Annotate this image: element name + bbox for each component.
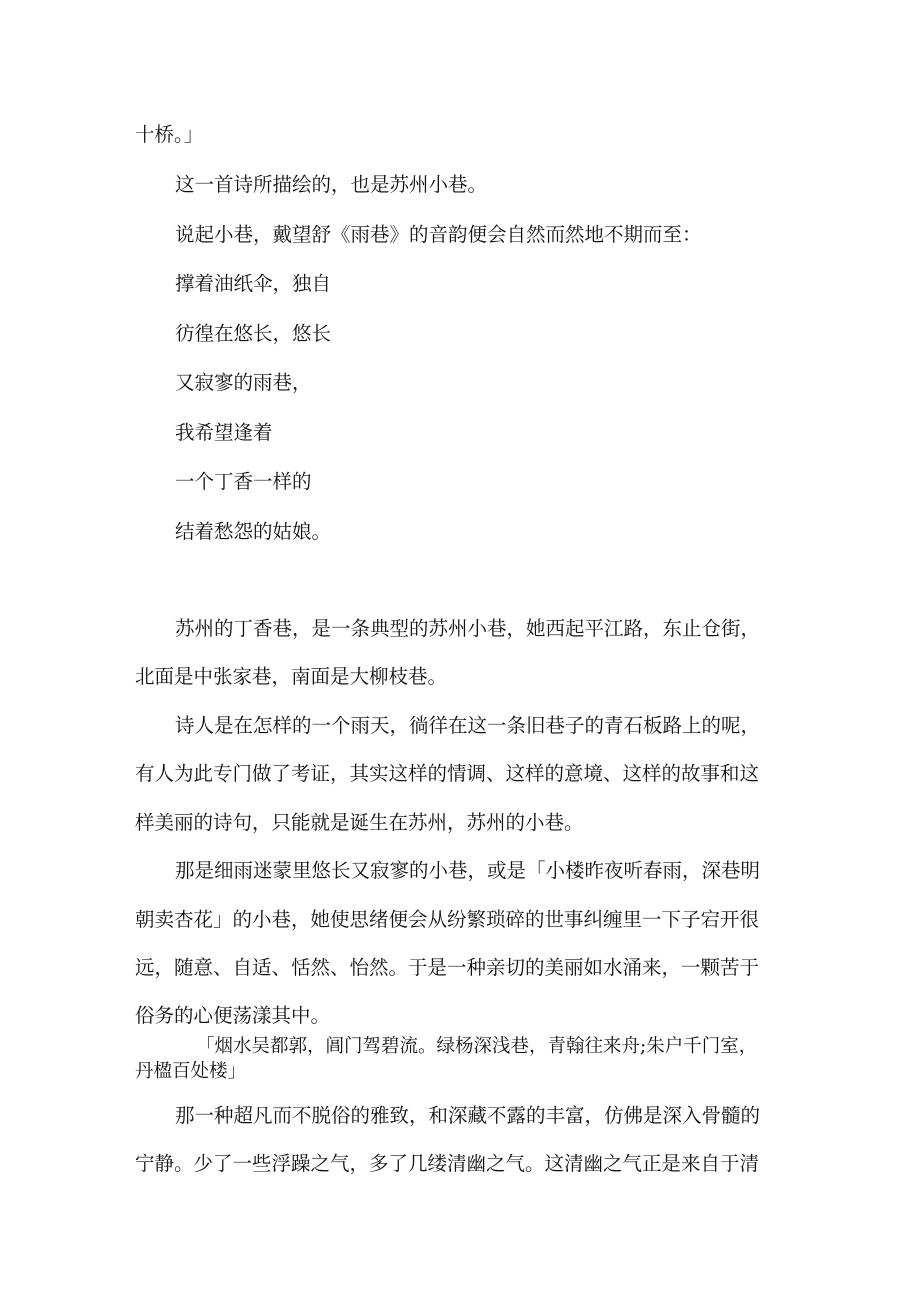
text-line: 十桥。」	[135, 123, 204, 146]
poem-line: 我希望逢着	[175, 421, 273, 444]
poem-line: 结着愁怨的姑娘。	[175, 520, 332, 543]
text-line: 那一种超凡而不脱俗的雅致，和深藏不露的丰富，仿佛是深入骨髓的	[175, 1104, 761, 1127]
text-line: 诗人是在怎样的一个雨天，徜徉在这一条旧巷子的青石板路上的呢，	[175, 714, 761, 737]
poem-line: 彷徨在悠长，悠长	[175, 322, 332, 345]
text-line: 北面是中张家巷，南面是大柳枝巷。	[135, 665, 448, 688]
text-line: 远，随意、自适、恬然、怡然。于是一种亲切的美丽如水涌来，一颗苦于	[135, 956, 760, 979]
poem-line: 又寂寥的雨巷，	[175, 371, 312, 394]
text-line: 说起小巷，戴望舒《雨巷》的音韵便会自然而然地不期而至：	[175, 223, 702, 246]
text-line: 样美丽的诗句，只能就是诞生在苏州，苏州的小巷。	[135, 811, 584, 834]
poem-line: 撑着油纸伞，独自	[175, 272, 332, 295]
text-line: 这一首诗所描绘的，也是苏州小巷。	[175, 173, 488, 196]
text-line: 俗务的心便荡漾其中。	[135, 1004, 331, 1027]
poem-line: 一个丁香一样的	[175, 470, 312, 493]
text-line: 宁静。少了一些浮躁之气，多了几缕清幽之气。这清幽之气正是来自于清	[135, 1152, 760, 1175]
text-line: 苏州的丁香巷，是一条典型的苏州小巷，她西起平江路，东止仓街，	[175, 617, 761, 640]
quote-line: 「烟水吴都郭，阊门驾碧流。绿杨深浅巷，青翰往来舟;朱户千门室，	[196, 1036, 758, 1057]
text-line: 朝卖杏花」的小巷，她使思绪便会从纷繁琐碎的世事纠缠里一下子宕开很	[135, 908, 760, 931]
quote-line: 丹楹百处楼」	[135, 1061, 247, 1082]
text-line: 那是细雨迷蒙里悠长又寂寥的小巷，或是「小楼昨夜听春雨，深巷明	[175, 859, 761, 882]
text-line: 有人为此专门做了考证，其实这样的情调、这样的意境、这样的故事和这	[135, 762, 760, 785]
